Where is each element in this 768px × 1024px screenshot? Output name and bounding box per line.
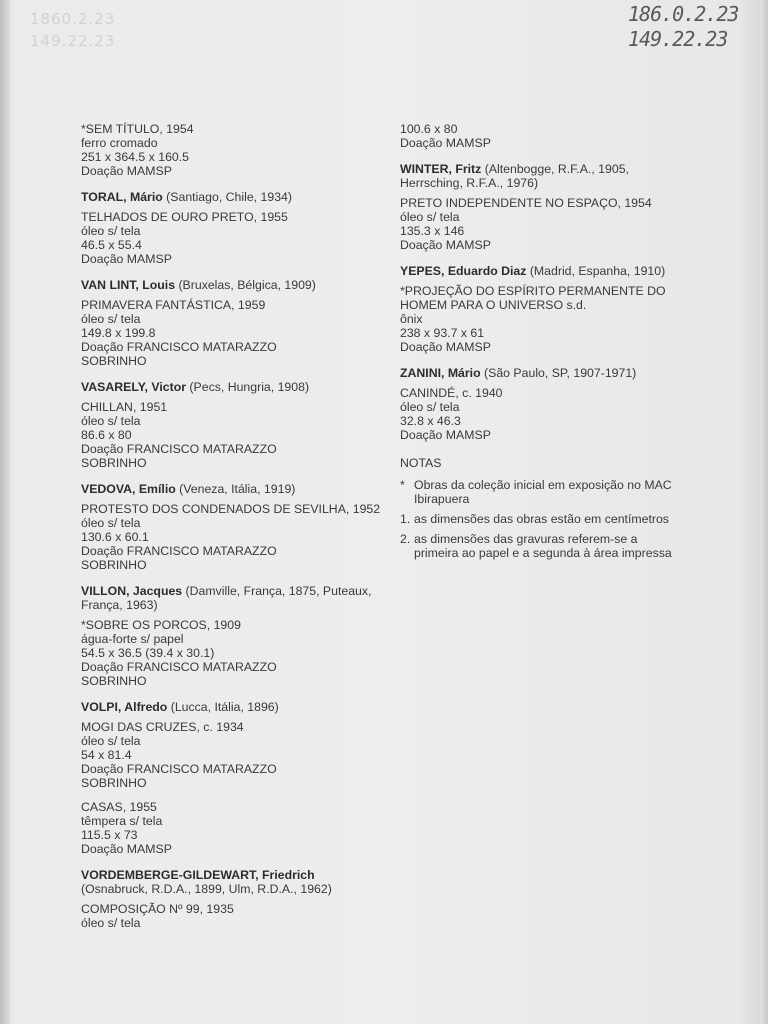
artist-bio: (Santiago, Chile, 1934) xyxy=(162,190,292,204)
catalog-entry xyxy=(81,700,381,856)
artwork xyxy=(81,298,381,368)
artwork xyxy=(81,618,381,688)
catalog-entry xyxy=(400,366,680,442)
artist-bio: (São Paulo, SP, 1907-1971) xyxy=(480,366,637,380)
artist-bio: (Osnabruck, R.D.A., 1899, Ulm, R.D.A., 1962) xyxy=(81,882,332,896)
artist-name: VILLON, Jacques xyxy=(81,584,183,598)
artwork-detail: Doação FRANCISCO MATARAZZO xyxy=(81,762,277,776)
artwork-detail: Doação FRANCISCO MATARAZZO xyxy=(81,442,277,456)
artwork-detail: SOBRINHO xyxy=(81,776,147,790)
artwork-detail: água-forte s/ papel xyxy=(81,632,184,646)
catalog-entry xyxy=(81,278,381,368)
artwork-detail: óleo s/ tela xyxy=(81,312,141,326)
left-column xyxy=(81,122,381,942)
artwork-detail: SOBRINHO xyxy=(81,558,147,572)
artist-bio: (Pecs, Hungria, 1908) xyxy=(186,380,310,394)
artwork xyxy=(400,386,680,442)
artwork-detail: SOBRINHO xyxy=(81,354,147,368)
artwork xyxy=(81,902,381,930)
artist-name: WINTER, Fritz xyxy=(400,162,482,176)
artwork-title: CANINDÉ, c. 1940 xyxy=(400,386,503,400)
artwork-detail: Doação FRANCISCO MATARAZZO xyxy=(81,660,277,674)
artwork-detail: Doação MAMSP xyxy=(81,164,172,178)
artwork-detail: Doação FRANCISCO MATARAZZO xyxy=(81,340,277,354)
note-marker: 2. xyxy=(400,532,411,546)
artwork-detail: Doação MAMSP xyxy=(81,842,172,856)
artist-name: VEDOVA, Emílio xyxy=(81,482,176,496)
note-item xyxy=(400,532,680,560)
artwork-title: PRIMAVERA FANTÁSTICA, 1959 xyxy=(81,298,266,312)
artwork xyxy=(81,800,381,856)
artist-header xyxy=(81,584,381,612)
artist-name: ZANINI, Mário xyxy=(400,366,481,380)
artwork-title: *SEM TÍTULO, 1954 xyxy=(81,122,194,136)
artwork xyxy=(400,284,680,354)
artwork xyxy=(81,400,381,470)
artist-bio: (Altenbogge, R.F.A., 1905, Herrsching, R.F.A., 1976) xyxy=(400,162,629,190)
artist-header xyxy=(400,366,680,380)
artist-bio: (Damville, França, 1875, Puteaux, França, 1963) xyxy=(81,584,372,612)
artwork xyxy=(400,196,680,252)
artwork-title: TELHADOS DE OURO PRETO, 1955 xyxy=(81,210,288,224)
artist-header xyxy=(81,482,381,496)
artwork-detail: 100.6 x 80 xyxy=(400,122,458,136)
artwork-detail: têmpera s/ tela xyxy=(81,814,163,828)
artwork-detail: SOBRINHO xyxy=(81,674,147,688)
note-text: as dimensões das obras estão em centímetros xyxy=(414,512,669,526)
artwork-detail: SOBRINHO xyxy=(81,456,147,470)
artwork-detail: 54 x 81.4 xyxy=(81,748,132,762)
artwork-detail: Doação MAMSP xyxy=(400,238,491,252)
artwork-title: CHILLAN, 1951 xyxy=(81,400,168,414)
catalog-entry xyxy=(81,122,381,178)
artwork-detail: 32.8 x 46.3 xyxy=(400,414,461,428)
artwork xyxy=(81,122,381,178)
artwork-detail: Doação MAMSP xyxy=(400,428,491,442)
artist-header xyxy=(81,868,381,896)
artwork-title: COMPOSIÇÃO Nº 99, 1935 xyxy=(81,902,234,916)
artwork-detail: óleo s/ tela xyxy=(81,414,141,428)
artwork-title: *SOBRE OS PORCOS, 1909 xyxy=(81,618,241,632)
artwork-detail: 115.5 x 73 xyxy=(81,828,138,842)
artist-bio: (Lucca, Itália, 1896) xyxy=(167,700,279,714)
artwork-detail: óleo s/ tela xyxy=(81,224,141,238)
artist-bio: (Bruxelas, Bélgica, 1909) xyxy=(175,278,316,292)
artwork-title: PRETO INDEPENDENTE NO ESPAÇO, 1954 xyxy=(400,196,652,210)
artwork xyxy=(81,720,381,790)
note-item xyxy=(400,478,680,506)
artwork-detail: Doação MAMSP xyxy=(400,136,491,150)
page-edge xyxy=(760,0,768,1024)
artwork-detail: 135.3 x 146 xyxy=(400,224,465,238)
note-marker: 1. xyxy=(400,512,411,526)
artwork-detail: Doação MAMSP xyxy=(400,340,491,354)
artwork-detail: 46.5 x 55.4 xyxy=(81,238,142,252)
notes-title: NOTAS xyxy=(400,456,442,470)
handwritten-line: 186.0.2.23 xyxy=(628,2,739,26)
artwork-detail: óleo s/ tela xyxy=(400,400,460,414)
artist-header xyxy=(81,380,381,394)
ghost-line: 149.22.23 xyxy=(30,32,116,50)
artwork-detail: 238 x 93.7 x 61 xyxy=(400,326,485,340)
artwork-detail: óleo s/ tela xyxy=(81,916,141,930)
artist-name: YEPES, Eduardo Diaz xyxy=(400,264,527,278)
artist-name: VORDEMBERGE-GILDEWART, Friedrich xyxy=(81,868,315,882)
artist-header xyxy=(400,264,680,278)
artwork-detail: óleo s/ tela xyxy=(400,210,460,224)
artwork-detail: ferro cromado xyxy=(81,136,158,150)
artwork-detail: óleo s/ tela xyxy=(81,516,141,530)
catalog-entry xyxy=(400,162,680,252)
artwork xyxy=(400,122,680,150)
artwork-detail: óleo s/ tela xyxy=(81,734,141,748)
handwritten-line: 149.22.23 xyxy=(628,27,728,51)
artist-bio: (Veneza, Itália, 1919) xyxy=(175,482,296,496)
note-item xyxy=(400,512,680,526)
artist-header xyxy=(400,162,680,190)
artwork-title: *PROJEÇÃO DO ESPÍRITO PERMANENTE DO HOMEM PARA O UNIVERSO s.d. xyxy=(400,284,666,312)
right-column xyxy=(400,122,680,566)
catalog-entry xyxy=(81,482,381,572)
note-marker: * xyxy=(400,478,405,492)
artist-name: VASARELY, Victor xyxy=(81,380,187,394)
catalog-entry xyxy=(400,264,680,354)
artist-name: VAN LINT, Louis xyxy=(81,278,176,292)
artwork-detail: 149.8 x 199.8 xyxy=(81,326,156,340)
catalog-entry xyxy=(81,380,381,470)
artwork-detail: ônix xyxy=(400,312,423,326)
artwork-detail: Doação MAMSP xyxy=(81,252,172,266)
artist-header xyxy=(81,278,381,292)
catalog-entry xyxy=(81,584,381,688)
page-spine xyxy=(0,0,10,1024)
artwork-title: PROTESTO DOS CONDENADOS DE SEVILHA, 1952 xyxy=(81,502,381,516)
right-entries xyxy=(400,122,680,442)
artwork-title: CASAS, 1955 xyxy=(81,800,157,814)
note-text: Obras da coleção inicial em exposição no MAC Ibirapuera xyxy=(414,478,672,506)
artwork xyxy=(81,502,381,572)
artwork xyxy=(81,210,381,266)
artist-name: VOLPI, Alfredo xyxy=(81,700,168,714)
catalog-entry xyxy=(81,868,381,930)
note-text: as dimensões das gravuras referem-se a primeira ao papel e a segunda à área impressa xyxy=(414,532,672,560)
artwork-detail: Doação FRANCISCO MATARAZZO xyxy=(81,544,277,558)
artwork-detail: 54.5 x 36.5 (39.4 x 30.1) xyxy=(81,646,215,660)
handwritten-catalog-number xyxy=(628,2,766,52)
ghost-text xyxy=(30,8,115,52)
catalog-entry xyxy=(81,190,381,266)
ghost-line: 1860.2.23 xyxy=(30,10,116,28)
artwork-detail: 86.6 x 80 xyxy=(81,428,132,442)
artwork-detail: 130.6 x 60.1 xyxy=(81,530,149,544)
artist-header xyxy=(81,700,381,714)
artist-bio: (Madrid, Espanha, 1910) xyxy=(526,264,666,278)
artwork-detail: 251 x 364.5 x 160.5 xyxy=(81,150,190,164)
notes-list xyxy=(400,478,680,560)
catalog-entry xyxy=(400,122,680,150)
artist-name: TORAL, Mário xyxy=(81,190,163,204)
artist-header xyxy=(81,190,381,204)
artwork-title: MOGI DAS CRUZES, c. 1934 xyxy=(81,720,244,734)
